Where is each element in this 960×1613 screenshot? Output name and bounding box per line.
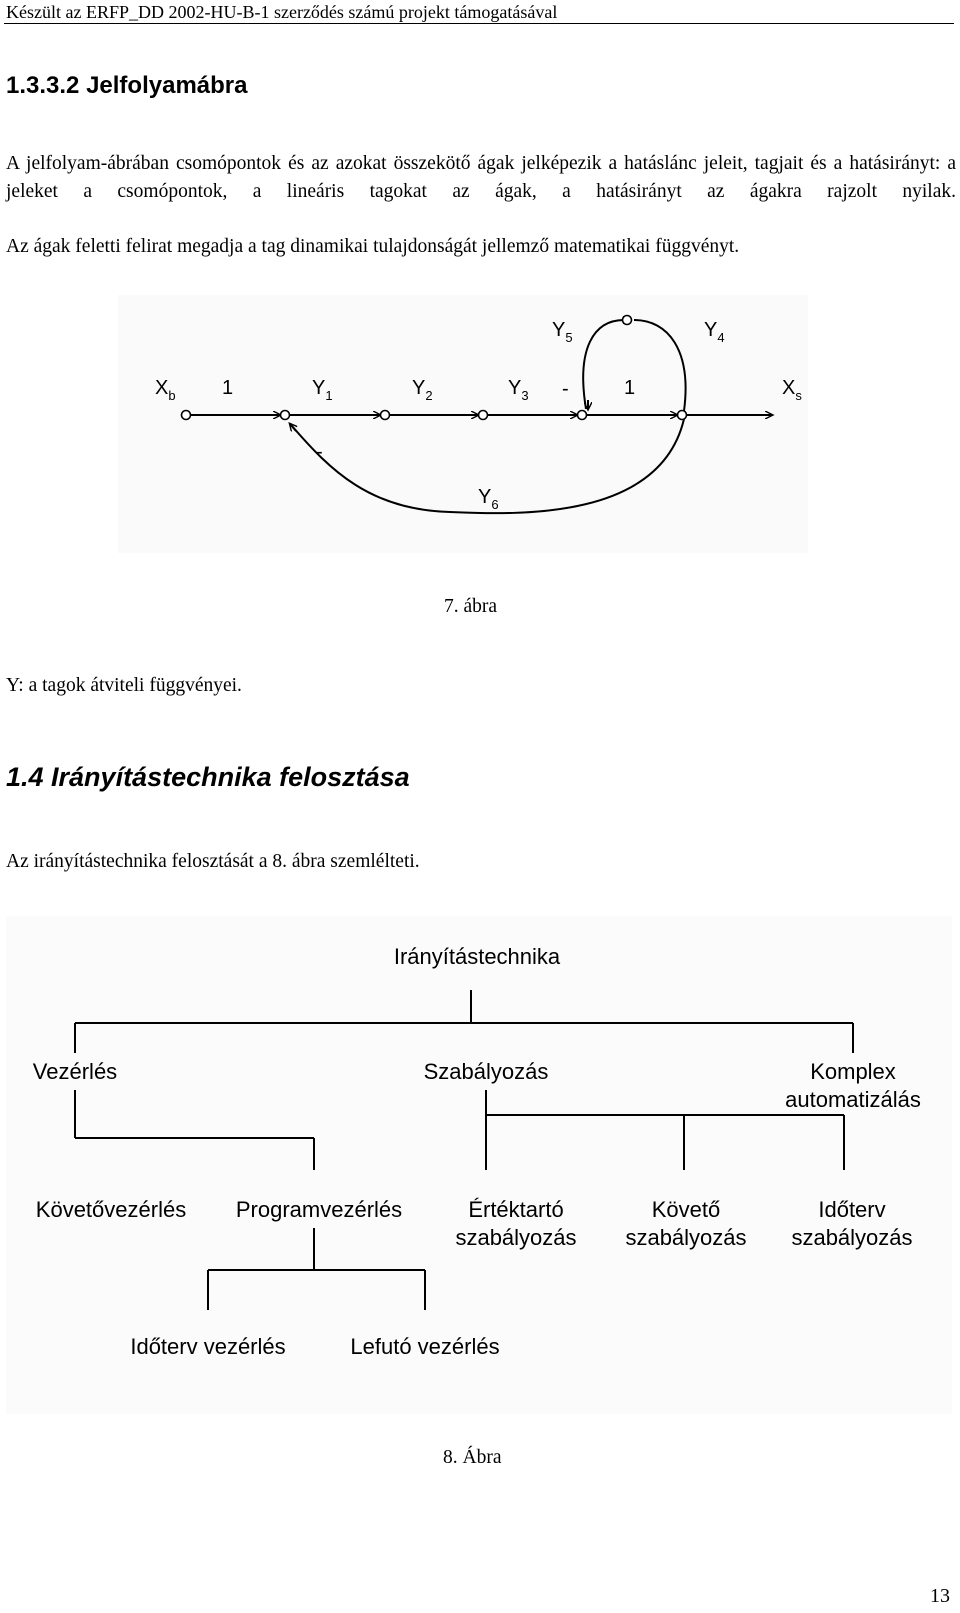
node-sum xyxy=(578,411,587,420)
tree-root-label: Irányítástechnika xyxy=(393,944,561,969)
label-minus-top: - xyxy=(562,378,569,400)
label-y6: $Y_6$ xyxy=(478,486,499,512)
page-number: 13 xyxy=(930,1585,950,1607)
label-y4: $Y_4$ xyxy=(704,319,725,345)
tree-vezerles-label: Vezérlés xyxy=(32,1059,118,1084)
label-one-a: 1 xyxy=(222,377,234,399)
label-y3: $Y_3$ xyxy=(508,377,529,403)
label-minus-bottom: - xyxy=(316,441,323,463)
node-y3 xyxy=(479,411,488,420)
label-xs: $X_s$ xyxy=(782,377,802,403)
paragraph-branch-label: Az ágak feletti felirat megadja a tag dinamikai tulajdonságát jellemző matematikai függvényt. xyxy=(6,236,740,257)
tree-komplex-label-line1: Komplex xyxy=(810,1059,896,1084)
tree-idoterv-label-line1: Időterv xyxy=(818,1197,886,1222)
tree-programvezerles-label: Programvezérlés xyxy=(235,1197,403,1222)
tree-ertektarto-label-line1: Értéktartó xyxy=(468,1197,564,1222)
classification-tree-diagram xyxy=(0,910,960,1420)
page-header: Készült az ERFP_DD 2002-HU-B-1 szerződés számú projekt támogatásával xyxy=(6,2,558,22)
section-heading: 1.3.3.2 Jelfolyamábra xyxy=(6,72,248,99)
tree-idoterv-vezerles-label: Időterv vezérlés xyxy=(130,1334,286,1359)
header-rule xyxy=(4,23,954,24)
node-xb xyxy=(182,411,191,420)
node-out xyxy=(678,411,687,420)
label-one-b: 1 xyxy=(624,377,636,399)
tree-koveto-label-line1: Követő xyxy=(651,1197,721,1222)
tree-idoterv-label-line2: szabályozás xyxy=(791,1225,913,1250)
node-y1 xyxy=(281,411,290,420)
tree-szabalyozas-label: Szabályozás xyxy=(423,1059,549,1084)
tree-ertektarto-label-line2: szabályozás xyxy=(455,1225,577,1250)
signal-flow-diagram xyxy=(0,290,960,560)
figure8-caption: 8. Ábra xyxy=(443,1447,502,1468)
label-y5: $Y_5$ xyxy=(552,319,573,345)
figure7-caption: 7. ábra xyxy=(444,596,498,617)
paragraph-signal-flow-definition: A jelfolyam-ábrában csomópontok és az azokat összekötő ágak jelképezik a hatáslánc jeleit, tagjait és a hatásirányt: a jeleket a csomópontok, a lineáris tagokat az ágak, a hatásirányt az ágakra rajzolt nyilak. xyxy=(6,153,956,202)
subsection-intro: Az irányítástechnika felosztását a 8. ábra szemlélteti. xyxy=(6,851,420,872)
subsection-heading: 1.4 Irányítástechnika felosztása xyxy=(6,762,410,792)
label-y1: $Y_1$ xyxy=(312,377,333,403)
tree-lefuto-vezerles-label: Lefutó vezérlés xyxy=(350,1334,500,1359)
tree-koveto-label-line2: szabályozás xyxy=(625,1225,747,1250)
node-loop xyxy=(623,316,632,325)
label-y2: $Y_2$ xyxy=(412,377,433,403)
tree-komplex-label-line2: automatizálás xyxy=(785,1087,921,1112)
node-y2 xyxy=(381,411,390,420)
label-xb: $X_b$ xyxy=(155,377,176,403)
note-y-transfer-functions: Y: a tagok átviteli függvényei. xyxy=(6,675,242,696)
tree-kovetovezerles-label: Követővezérlés xyxy=(35,1197,187,1222)
